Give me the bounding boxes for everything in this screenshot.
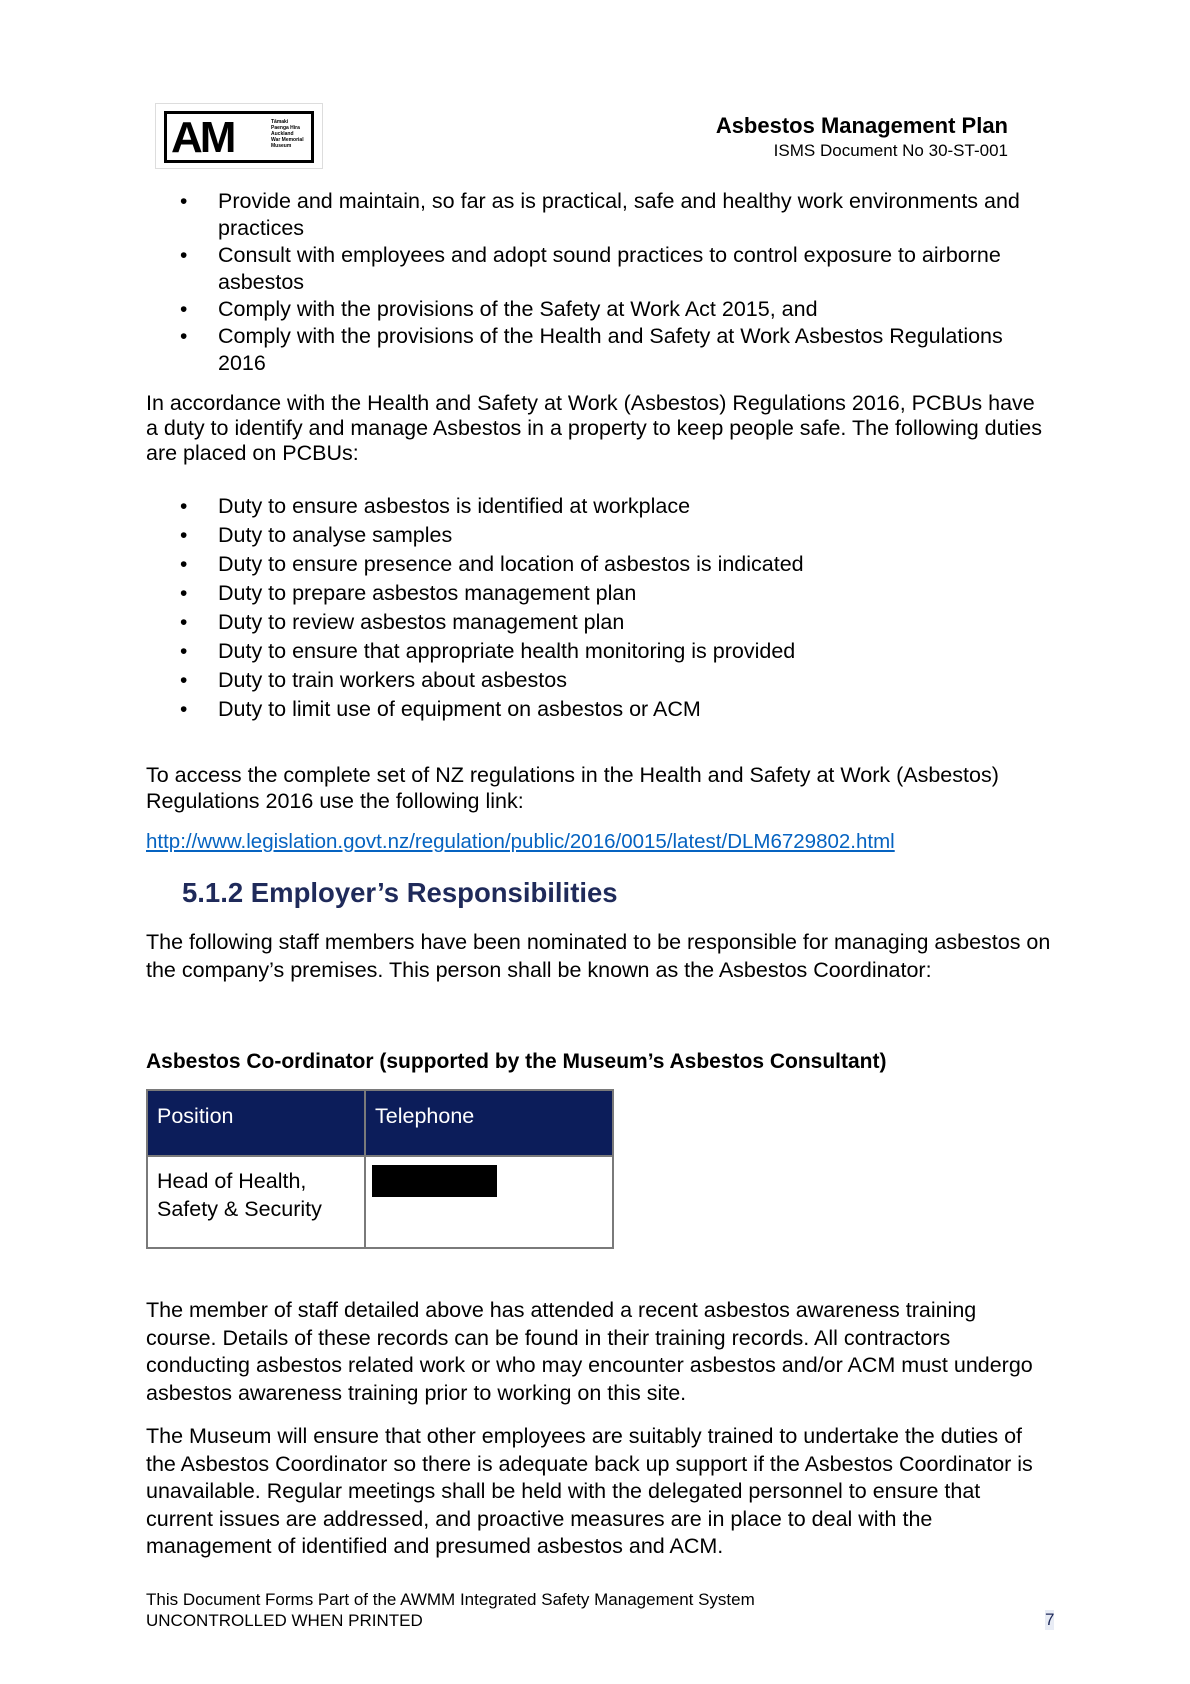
- coordinator-table: [146, 1089, 614, 1249]
- list-item: • Duty to ensure presence and location of asbestos is indicated: [146, 550, 1051, 579]
- regulations-paragraph: To access the complete set of NZ regulations in the Health and Safety at Work (Asbestos) Regulations 2016 use the following link:: [146, 763, 999, 813]
- logo-text-line: Paenga Hira: [271, 125, 300, 131]
- page-number: 7: [1045, 1610, 1055, 1629]
- logo-letters: AM: [171, 113, 234, 162]
- page-footer: [146, 1589, 755, 1631]
- backup-paragraph: The Museum will ensure that other employees are suitably trained to undertake the duties of the Asbestos Coordinator so there is adequate back up support if the Asbestos Coordinator is unavailable. Regular meetings shall be held with the delegated personnel to ensure that current issues are addressed, and proactive measures are in place to deal with the management of identified and presumed asbestos and ACM.: [146, 1424, 1033, 1558]
- table-row: [147, 1156, 613, 1248]
- pcbu-paragraph: In accordance with the Health and Safety at Work (Asbestos) Regulations 2016, PCBUs have a duty to identify and manage Asbestos in a property to keep people safe. The following duties are placed on PCBUs:: [146, 391, 1043, 465]
- logo-text-line: War Memorial: [271, 137, 304, 143]
- document-number: ISMS Document No 30-ST-001: [773, 141, 1008, 160]
- list-item: • Duty to limit use of equipment on asbestos or ACM: [146, 695, 1051, 724]
- section-heading: 5.1.2 Employer’s Responsibilities: [182, 877, 618, 908]
- list-item: • Consult with employees and adopt sound practices to control exposure to airborne asbestos: [146, 242, 1051, 296]
- list-item: • Comply with the provisions of the Safety at Work Act 2015, and: [146, 296, 1051, 323]
- list-item: • Duty to train workers about asbestos: [146, 666, 1051, 695]
- list-item: • Duty to ensure that appropriate health monitoring is provided: [146, 637, 1051, 666]
- obligations-list: [146, 188, 1051, 377]
- regulations-link[interactable]: http://www.legislation.govt.nz/regulation/public/2016/0015/latest/DLM6729802.html: [146, 830, 895, 853]
- logo-text-line: Museum: [271, 143, 292, 149]
- table-header-telephone: Telephone: [365, 1090, 613, 1156]
- table-cell-telephone: [365, 1156, 613, 1248]
- list-item: • Duty to review asbestos management plan: [146, 608, 1051, 637]
- list-item: • Comply with the provisions of the Health and Safety at Work Asbestos Regulations 2016: [146, 323, 1051, 377]
- logo-text: [271, 119, 304, 149]
- table-header-row: [147, 1090, 613, 1156]
- list-item: • Duty to ensure asbestos is identified at workplace: [146, 492, 1051, 521]
- page-content: [146, 188, 1051, 1561]
- table-cell-position: Head of Health, Safety & Security: [147, 1156, 365, 1248]
- responsibilities-paragraph: The following staff members have been nominated to be responsible for managing asbestos on the company’s premises. This person shall be known as the Asbestos Coordinator:: [146, 930, 1051, 982]
- logo-frame: [164, 111, 314, 163]
- redaction-block: [372, 1165, 497, 1197]
- table-header-position: Position: [147, 1090, 365, 1156]
- list-item: • Provide and maintain, so far as is practical, safe and healthy work environments and practices: [146, 188, 1051, 242]
- training-paragraph: The member of staff detailed above has attended a recent asbestos awareness training course. Details of these records can be found in their training records. All contractors conducting asbestos related work or who may encounter asbestos and/or ACM must undergo asbestos awareness training prior to working on this site.: [146, 1298, 1033, 1405]
- logo-text-line: Tāmaki: [271, 119, 289, 125]
- duties-list: [146, 492, 1051, 724]
- logo-text-line: Auckland: [271, 131, 294, 137]
- coordinator-subheading: Asbestos Co-ordinator (supported by the Museum’s Asbestos Consultant): [146, 1050, 887, 1073]
- document-title: Asbestos Management Plan: [715, 113, 1008, 138]
- footer-line-2: UNCONTROLLED WHEN PRINTED: [146, 1611, 423, 1630]
- footer-line-1: This Document Forms Part of the AWMM Integrated Safety Management System: [146, 1590, 755, 1609]
- list-item: • Duty to prepare asbestos management plan: [146, 579, 1051, 608]
- list-item: • Duty to analyse samples: [146, 521, 1051, 550]
- museum-logo: [155, 103, 323, 169]
